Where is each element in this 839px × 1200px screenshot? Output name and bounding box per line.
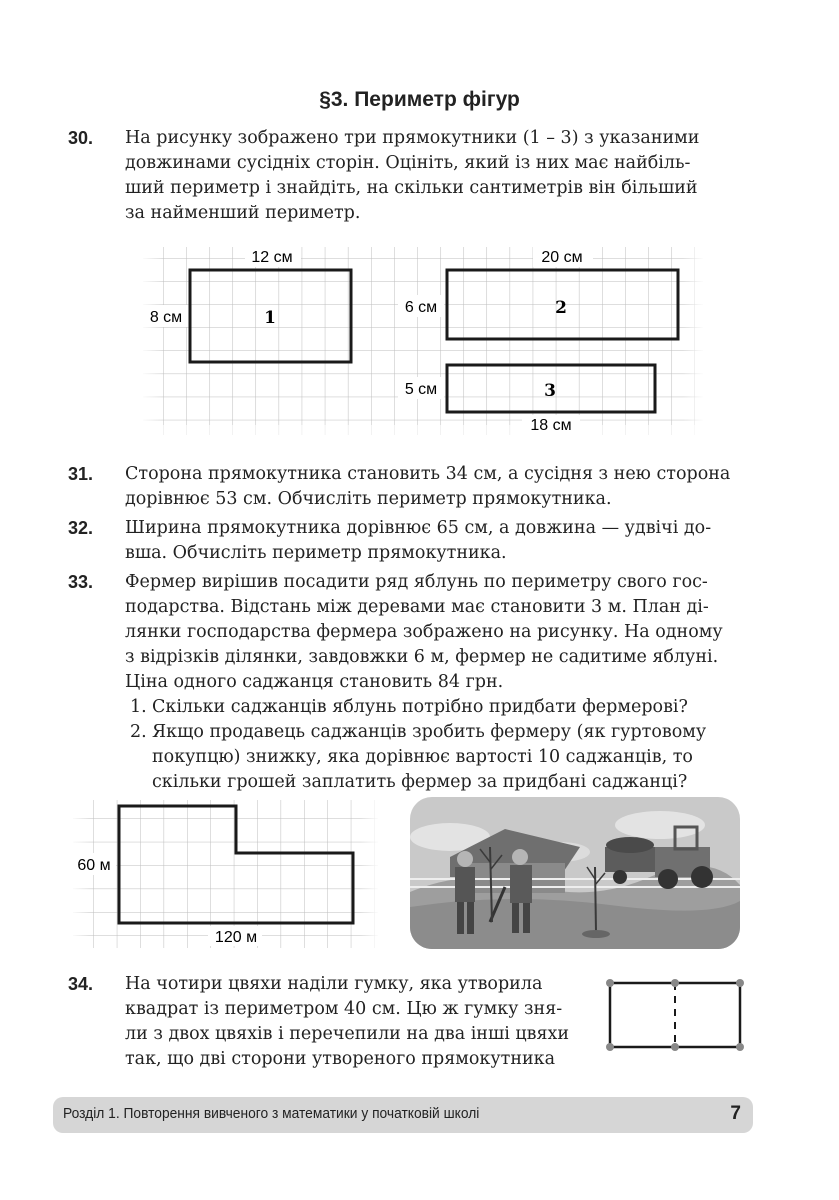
chapter-title: Розділ 1. Повторення вивченого з математики у початковій школі [63, 1105, 480, 1122]
problem-34-number: 34. [68, 974, 94, 994]
rect-3-number: 3 [544, 381, 556, 401]
problem-33-question-1 [130, 695, 745, 720]
problem-33-text [125, 570, 745, 695]
problem-34-text [125, 972, 587, 1072]
rect-2-top-label: 20 см [541, 249, 583, 266]
text-line: лянки господарства фермера зображено на рисунку. На одному [125, 622, 723, 642]
text-line: дорівнює 53 см. Обчисліть периметр прямокутника. [125, 489, 612, 509]
problem-31-text [125, 462, 745, 512]
rectangles-grid-figure [140, 235, 705, 435]
text-line: скільки грошей заплатить фермер за придбані саджанці? [152, 772, 688, 792]
text-line: за найменший периметр. [125, 203, 361, 223]
farm-plot-plan-figure [70, 795, 380, 950]
plot-bottom-label: 120 м [214, 929, 258, 946]
rect-3-bottom-label: 18 см [530, 417, 572, 434]
text-line: подарства. Відстань між деревами має становити 3 м. План ді- [125, 597, 709, 617]
problem-33-question-2 [130, 720, 745, 795]
rect-2-number: 2 [555, 298, 567, 318]
text-line: На рисунку зображено три прямокутники (1 – 3) з указаними [125, 128, 700, 148]
problem-30-text [125, 126, 745, 226]
text-line: Сторона прямокутника становить 34 см, а сусідня з нею сторона [125, 464, 731, 484]
plot-side-label: 60 м [77, 857, 111, 874]
text-line: ший периметр і знайдіть, на скільки сантиметрів він більший [125, 178, 698, 198]
problem-32-number: 32. [68, 518, 94, 538]
text-line: квадрат із периметром 40 см. Цю ж гумку зня- [125, 999, 563, 1019]
problem-33-number: 33. [68, 572, 94, 592]
text-line: вша. Обчисліть периметр прямокутника. [125, 543, 507, 563]
rubber-band-nails-figure [600, 975, 750, 1055]
farmers-planting-illustration [410, 797, 740, 949]
text-line: Скільки саджанців яблунь потрібно придбати фермерові? [152, 697, 688, 717]
problem-31-number: 31. [68, 464, 94, 484]
page-footer [53, 1097, 753, 1133]
page-number: 7 [730, 1103, 741, 1124]
problem-30-number: 30. [68, 128, 94, 148]
rect-3-side-label: 5 см [404, 381, 438, 398]
question-number: 1. [130, 697, 147, 717]
text-line: з відрізків ділянки, завдовжки 6 м, фермер не садитиме яблуні. [125, 647, 719, 667]
question-number: 2. [130, 722, 147, 742]
section-title: §3. Периметр фігур [319, 88, 520, 111]
text-line: Ціна одного саджанця становить 84 грн. [125, 672, 504, 692]
rect-1-side-label: 8 см [149, 309, 183, 326]
text-line: ли з двох цвяхів і перечепили на два інші цвяхи [125, 1024, 570, 1044]
rect-1-top-label: 12 см [251, 249, 293, 266]
text-line: Ширина прямокутника дорівнює 65 см, а довжина — удвічі до- [125, 518, 712, 538]
text-line: покупцю) знижку, яка дорівнює вартості 10 саджанців, то [152, 747, 693, 767]
text-line: так, що дві сторони утвореного прямокутника [125, 1049, 556, 1069]
rect-1-number: 1 [264, 308, 276, 328]
text-line: довжинами сусідніх сторін. Оцініть, який із них має найбіль- [125, 153, 691, 173]
text-line: Якщо продавець саджанців зробить фермеру (як гуртовому [152, 722, 707, 742]
text-line: Фермер вирішив посадити ряд яблунь по периметру свого гос- [125, 572, 708, 592]
rect-2-side-label: 6 см [404, 299, 438, 316]
text-line: На чотири цвяхи наділи гумку, яка утворила [125, 974, 543, 994]
problem-32-text [125, 516, 745, 566]
